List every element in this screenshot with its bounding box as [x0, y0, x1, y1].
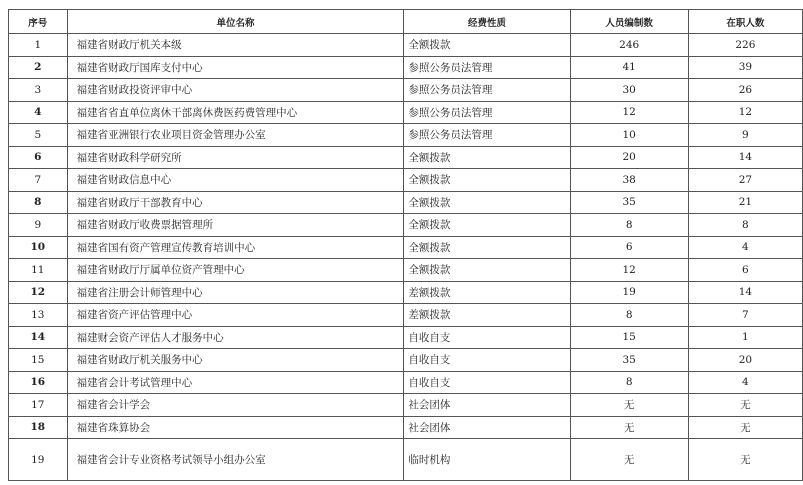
- row-number: 3: [9, 79, 68, 102]
- unit-name-cell: 福建省财政厅国库支付中心: [67, 56, 404, 79]
- established-posts-cell: 6: [570, 236, 688, 259]
- actual-staff-cell: 8: [688, 214, 802, 237]
- established-posts-cell: 12: [570, 101, 688, 124]
- table-row: [9, 214, 803, 237]
- table-row: [9, 169, 803, 192]
- header-unit-name: 单位名称: [67, 10, 404, 34]
- table-row: [9, 394, 803, 417]
- actual-staff-cell: 7: [688, 304, 802, 327]
- actual-staff-cell: 14: [688, 146, 802, 169]
- actual-staff-cell: 20: [688, 349, 802, 372]
- funding-type-cell: 全额拨款: [404, 236, 570, 259]
- actual-staff-cell: 9: [688, 124, 802, 147]
- established-posts-cell: 无: [570, 394, 688, 417]
- established-posts-cell: 41: [570, 56, 688, 79]
- unit-name-cell: 福建省财政厅机关服务中心: [67, 349, 404, 372]
- funding-type-cell: 参照公务员法管理: [404, 124, 570, 147]
- table-row: [9, 34, 803, 57]
- header-funding-type: 经费性质: [404, 10, 570, 34]
- unit-name-cell: 福建省亚洲银行农业项目资金管理办公室: [67, 124, 404, 147]
- unit-name-cell: 福建省财政投资评审中心: [67, 79, 404, 102]
- established-posts-cell: 30: [570, 79, 688, 102]
- established-posts-cell: 35: [570, 349, 688, 372]
- row-number: 13: [9, 304, 68, 327]
- table-row: [9, 124, 803, 147]
- table-row: [9, 146, 803, 169]
- row-number: 7: [9, 169, 68, 192]
- table-row: [9, 349, 803, 372]
- funding-type-cell: 社会团体: [404, 416, 570, 439]
- funding-type-cell: 全额拨款: [404, 214, 570, 237]
- row-number: 16: [9, 371, 68, 394]
- unit-name-cell: 福建省财政厅机关本级: [67, 34, 404, 57]
- table-row: [9, 56, 803, 79]
- row-number: 11: [9, 259, 68, 282]
- established-posts-cell: 38: [570, 169, 688, 192]
- table-row: [9, 326, 803, 349]
- unit-name-cell: 福建省财政厅收费票据管理所: [67, 214, 404, 237]
- actual-staff-cell: 4: [688, 371, 802, 394]
- actual-staff-cell: 226: [688, 34, 802, 57]
- row-number: 9: [9, 214, 68, 237]
- table-row: [9, 79, 803, 102]
- actual-staff-cell: 4: [688, 236, 802, 259]
- unit-name-cell: 福建财会资产评估人才服务中心: [67, 326, 404, 349]
- established-posts-cell: 246: [570, 34, 688, 57]
- funding-type-cell: 参照公务员法管理: [404, 56, 570, 79]
- unit-name-cell: 福建省会计专业资格考试领导小组办公室: [67, 439, 404, 481]
- established-posts-cell: 8: [570, 304, 688, 327]
- row-number: 15: [9, 349, 68, 372]
- funding-type-cell: 自收自支: [404, 349, 570, 372]
- unit-name-cell: 福建省国有资产管理宣传教育培训中心: [67, 236, 404, 259]
- established-posts-cell: 无: [570, 439, 688, 481]
- row-number: 4: [9, 101, 68, 124]
- header-established-posts: 人员编制数: [570, 10, 688, 34]
- actual-staff-cell: 21: [688, 191, 802, 214]
- actual-staff-cell: 无: [688, 394, 802, 417]
- established-posts-cell: 20: [570, 146, 688, 169]
- row-number: 8: [9, 191, 68, 214]
- unit-name-cell: 福建省会计学会: [67, 394, 404, 417]
- row-number: 17: [9, 394, 68, 417]
- unit-name-cell: 福建省资产评估管理中心: [67, 304, 404, 327]
- unit-name-cell: 福建省注册会计师管理中心: [67, 281, 404, 304]
- unit-name-cell: 福建省财政厅干部教育中心: [67, 191, 404, 214]
- actual-staff-cell: 12: [688, 101, 802, 124]
- row-number: 14: [9, 326, 68, 349]
- table-row: [9, 439, 803, 481]
- established-posts-cell: 12: [570, 259, 688, 282]
- staffing-table: [8, 9, 803, 481]
- established-posts-cell: 8: [570, 214, 688, 237]
- actual-staff-cell: 无: [688, 416, 802, 439]
- table-row: [9, 236, 803, 259]
- established-posts-cell: 15: [570, 326, 688, 349]
- actual-staff-cell: 无: [688, 439, 802, 481]
- table-row: [9, 371, 803, 394]
- row-number: 5: [9, 124, 68, 147]
- table-body: [9, 34, 803, 481]
- established-posts-cell: 35: [570, 191, 688, 214]
- funding-type-cell: 全额拨款: [404, 146, 570, 169]
- table-row: [9, 191, 803, 214]
- header-no: 序号: [9, 10, 68, 34]
- funding-type-cell: 差额拨款: [404, 281, 570, 304]
- actual-staff-cell: 27: [688, 169, 802, 192]
- actual-staff-cell: 14: [688, 281, 802, 304]
- funding-type-cell: 参照公务员法管理: [404, 79, 570, 102]
- funding-type-cell: 自收自支: [404, 326, 570, 349]
- actual-staff-cell: 6: [688, 259, 802, 282]
- header-row: [9, 10, 803, 34]
- unit-name-cell: 福建省省直单位离休干部离休费医药费管理中心: [67, 101, 404, 124]
- actual-staff-cell: 1: [688, 326, 802, 349]
- table-row: [9, 259, 803, 282]
- unit-name-cell: 福建省财政科学研究所: [67, 146, 404, 169]
- table-row: [9, 416, 803, 439]
- established-posts-cell: 无: [570, 416, 688, 439]
- unit-name-cell: 福建省会计考试管理中心: [67, 371, 404, 394]
- row-number: 1: [9, 34, 68, 57]
- funding-type-cell: 临时机构: [404, 439, 570, 481]
- row-number: 12: [9, 281, 68, 304]
- funding-type-cell: 全额拨款: [404, 34, 570, 57]
- established-posts-cell: 19: [570, 281, 688, 304]
- funding-type-cell: 参照公务员法管理: [404, 101, 570, 124]
- funding-type-cell: 全额拨款: [404, 169, 570, 192]
- actual-staff-cell: 39: [688, 56, 802, 79]
- row-number: 2: [9, 56, 68, 79]
- table-row: [9, 101, 803, 124]
- funding-type-cell: 全额拨款: [404, 259, 570, 282]
- funding-type-cell: 全额拨款: [404, 191, 570, 214]
- header-actual-staff: 在职人数: [688, 10, 802, 34]
- unit-name-cell: 福建省财政信息中心: [67, 169, 404, 192]
- funding-type-cell: 社会团体: [404, 394, 570, 417]
- table-row: [9, 281, 803, 304]
- established-posts-cell: 8: [570, 371, 688, 394]
- funding-type-cell: 差额拨款: [404, 304, 570, 327]
- unit-name-cell: 福建省珠算协会: [67, 416, 404, 439]
- row-number: 6: [9, 146, 68, 169]
- table-row: [9, 304, 803, 327]
- unit-name-cell: 福建省财政厅厅属单位资产管理中心: [67, 259, 404, 282]
- row-number: 19: [9, 439, 68, 481]
- row-number: 18: [9, 416, 68, 439]
- actual-staff-cell: 26: [688, 79, 802, 102]
- funding-type-cell: 自收自支: [404, 371, 570, 394]
- established-posts-cell: 10: [570, 124, 688, 147]
- row-number: 10: [9, 236, 68, 259]
